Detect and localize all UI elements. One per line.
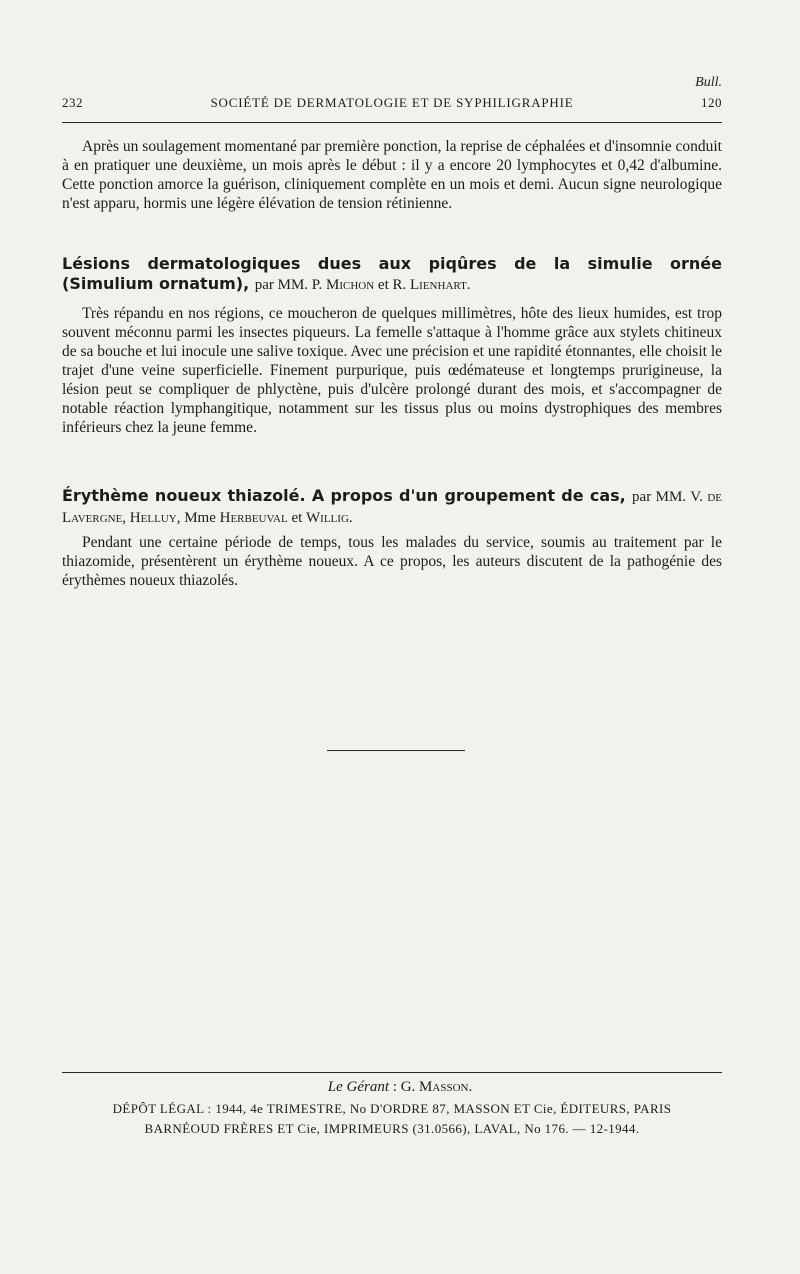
running-title: SOCIÉTÉ DE DERMATOLOGIE ET DE SYPHILIGRAPHIE [210, 95, 574, 110]
author-name: Lienhart [410, 277, 467, 293]
paragraph-text: Très répandu en nos régions, ce moucheron de quelques millimètres, hôte des lieux humides, est trop souvent méconnu parmi les insectes piqueurs. La femelle s'attaque à l'homme grâce aux stylets chitineux de sa bouche et lui inocule une salive toxique. Avec une précision et une rapidité étonnantes, elle choisit le trajet d'une veine superficielle. Finement purpurique, puis œdémateuse et longtemps prurigineuse, la lésion peut se compliquer de phlyctène, puis d'ulcère prolongé durant des mois, et s'accompagner de notable réaction lymphangitique, notamment sur les tissus plus ou moins dystrophiques des membres inférieurs chez la jeune femme. [62, 305, 722, 436]
author-name: Herbeuval [219, 510, 288, 526]
section-body-simulie [62, 304, 722, 437]
section-heading-simulie [62, 254, 722, 295]
section-body-erytheme [62, 533, 722, 590]
page-number: 232 [62, 95, 83, 110]
author-name: de Lavergne [62, 489, 722, 526]
author-name: Michon [326, 277, 375, 293]
gerant-line: Le Gérant : G. Masson. [327, 1079, 473, 1095]
running-header [62, 95, 722, 111]
author-name: Willig [306, 510, 349, 526]
end-rule [327, 750, 465, 751]
header-rule [62, 122, 722, 123]
volume-number: 120 [701, 95, 722, 110]
section-authors: par MM. V. de Lavergne, Helluy, Mme Herbeuval et Willig. [62, 489, 722, 526]
footer-rule [62, 1072, 722, 1073]
continued-paragraph [62, 137, 722, 213]
imprint-line-2: BARNÉOUD FRÈRES ET Cie, IMPRIMEURS (31.0566), LAVAL, No 176. — 12-1944. [144, 1121, 640, 1136]
paragraph-text: Pendant une certaine période de temps, tous les malades du service, soumis au traitement par le thiazomide, présentèrent un érythème noueux. A ce propos, les auteurs discutent de la pathogénie des érythèmes noueux thiazolés. [62, 534, 722, 589]
imprint-line-1: DÉPÔT LÉGAL : 1944, 4e TRIMESTRE, No D'ORDRE 87, MASSON ET Cie, ÉDITEURS, PARIS [112, 1101, 672, 1116]
author-name: Helluy [129, 510, 177, 526]
gerant-name: Masson [419, 1079, 469, 1095]
section-heading-erytheme [62, 486, 722, 528]
section-title-text: Érythème noueux thiazolé. A propos d'un groupement de cas, [62, 486, 626, 505]
section-title-text: Lésions dermatologiques dues aux piqûres de la simulie ornée (Simulium ornatum), [62, 254, 722, 293]
section-authors: par MM. P. Michon et R. Lienhart. [254, 277, 471, 293]
bull-label: Bull. [695, 75, 722, 90]
paragraph-text: Après un soulagement momentané par première ponction, la reprise de céphalées et d'insomnie conduit à en pratiquer une deuxième, un mois après le début : il y a encore 20 lymphocytes et 0,42 d'albumine. Cette ponction amorce la guérison, cliniquement complète en un mois et demi. Aucun signe neurologique n'est apparu, hormis une légère élévation de tension rétinienne. [62, 138, 722, 212]
